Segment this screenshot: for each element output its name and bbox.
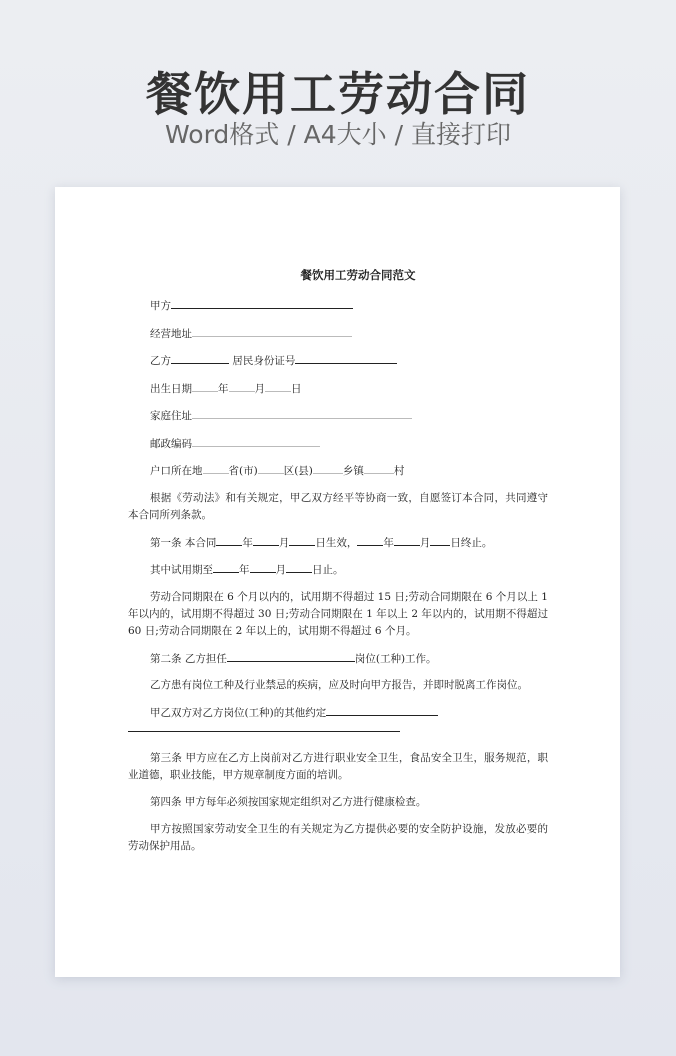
year-label: 年: [218, 382, 229, 395]
home-address-line: [128, 407, 548, 435]
province-blank[interactable]: [203, 462, 229, 474]
probation-rules: 劳动合同期限在 6 个月以内的，试用期不得超过 15 日;劳动合同期限在 6 个月以上 1 年以内的，试用期不得超过 30 日;劳动合同期限在 1 年以上 2 年以内的，试用期不得超过 60 日;劳动合同期限在 2 年以上的，试用期不得超过 6 个月。: [128, 590, 548, 637]
village-blank[interactable]: [364, 462, 394, 474]
township-label: 乡镇: [342, 465, 364, 477]
probation-line: [128, 561, 548, 589]
position-blank[interactable]: [227, 650, 355, 662]
party-a-line: [128, 297, 548, 325]
village-label: 村: [393, 465, 405, 477]
document-page: [55, 187, 620, 977]
month-label: 月: [278, 536, 290, 549]
party-b-blank[interactable]: [171, 352, 229, 364]
party-b-label: 乙方: [150, 355, 171, 367]
id-number-label: 居民身份证号: [232, 355, 296, 367]
hero-title: 餐饮用工劳动合同: [146, 67, 530, 121]
article-1-end: 日终止。: [450, 536, 493, 549]
birth-month-blank[interactable]: [229, 380, 255, 392]
other-agreement-blank[interactable]: [326, 704, 438, 716]
document-body: [128, 267, 548, 865]
probation-day-blank[interactable]: [286, 561, 312, 573]
probation-month-blank[interactable]: [250, 561, 276, 573]
document-title: 餐饮用工劳动合同范文: [300, 268, 416, 282]
disease-clause: 乙方患有岗位工种及行业禁忌的疾病，应及时向甲方报告，并即时脱离工作岗位。: [150, 679, 528, 691]
year-label: 年: [383, 536, 394, 549]
article-2-suffix: 岗位(工种)工作。: [354, 652, 437, 665]
township-blank[interactable]: [313, 462, 343, 474]
business-address-line: [128, 325, 548, 353]
day-label: 日: [291, 382, 302, 395]
postal-code-line: [128, 435, 548, 463]
article-2-prefix: 第二条 乙方担任: [150, 652, 227, 665]
article-3: 第三条 甲方应在乙方上岗前对乙方进行职业安全卫生，食品安全卫生，服务规范，职业道德，职业技能，甲方规章制度方面的培训。: [128, 752, 548, 781]
hukou-line: [128, 462, 548, 490]
month-label: 月: [419, 536, 431, 549]
protection-clause: 甲方按照国家劳动安全卫生的有关规定为乙方提供必要的安全防护设施，发放必要的劳动保护用品。: [128, 823, 548, 852]
other-agreement-line: [128, 704, 548, 722]
business-address-label: 经营地址: [150, 327, 192, 340]
home-address-label: 家庭住址: [150, 410, 192, 422]
end-year-blank[interactable]: [357, 534, 383, 546]
hukou-label: 户口所在地: [150, 465, 203, 477]
party-a-blank[interactable]: [171, 297, 353, 309]
start-month-blank[interactable]: [253, 534, 279, 546]
article-4: 第四条 甲方每年必须按国家规定组织对乙方进行健康检查。: [150, 796, 427, 808]
birth-date-line: [128, 380, 548, 408]
probation-end: 日止。: [312, 564, 344, 576]
end-day-blank[interactable]: [430, 534, 450, 546]
province-label: 省(市): [228, 465, 258, 477]
month-label: 月: [254, 382, 265, 395]
article-1-effective: 日生效，: [315, 536, 358, 549]
birth-day-blank[interactable]: [265, 380, 291, 392]
preamble: 根据《劳动法》和有关规定，甲乙双方经平等协商一致，自愿签订本合同，共同遵守本合同所列条款。: [128, 491, 548, 521]
district-blank[interactable]: [258, 462, 284, 474]
party-b-line: [128, 352, 548, 380]
article-1-prefix: 第一条 本合同: [150, 536, 217, 549]
other-agreement-continuation-blank[interactable]: [128, 730, 400, 732]
business-address-blank[interactable]: [192, 325, 352, 337]
year-label: 年: [239, 564, 250, 576]
year-label: 年: [242, 536, 253, 549]
birth-year-blank[interactable]: [192, 380, 218, 392]
id-number-blank[interactable]: [295, 352, 397, 364]
start-day-blank[interactable]: [289, 534, 315, 546]
article-1: [128, 534, 548, 562]
article-2: [128, 650, 548, 678]
birth-date-label: 出生日期: [150, 382, 192, 395]
probation-prefix: 其中试用期至: [150, 564, 213, 576]
probation-year-blank[interactable]: [213, 561, 239, 573]
party-a-label: 甲方: [150, 300, 171, 312]
postal-code-blank[interactable]: [192, 435, 320, 447]
month-label: 月: [275, 564, 286, 576]
other-agreement-label: 甲乙双方对乙方岗位(工种)的其他约定: [150, 707, 327, 719]
district-label: 区(县): [283, 465, 313, 477]
hero-subtitle: Word格式 / A4大小 / 直接打印: [165, 120, 511, 149]
end-month-blank[interactable]: [394, 534, 420, 546]
home-address-blank[interactable]: [192, 407, 412, 419]
start-year-blank[interactable]: [216, 534, 242, 546]
postal-code-label: 邮政编码: [150, 437, 192, 450]
